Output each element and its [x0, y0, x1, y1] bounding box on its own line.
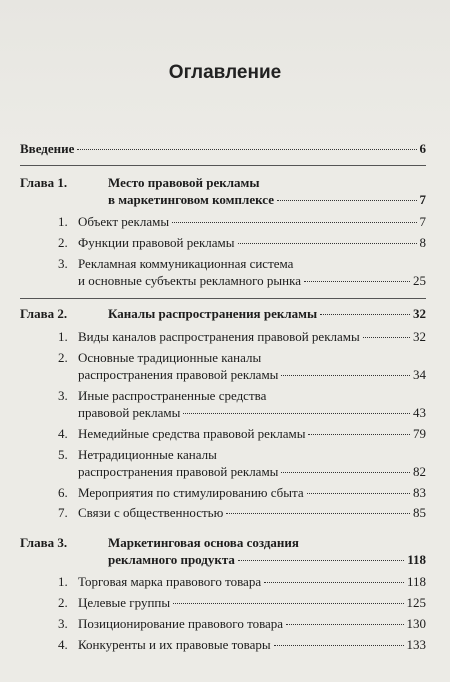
leader-dots [308, 434, 410, 435]
page-number: 43 [413, 405, 426, 420]
entry-title-line2: распространения правовой рекламы [78, 367, 279, 382]
entry-title-line2: правовой рекламы [78, 405, 181, 420]
entry-title: Каналы распространения рекламы [108, 306, 318, 321]
entry-title: Мероприятия по стимулированию сбыта [78, 485, 304, 500]
entry-title-line1: Маркетинговая основа создания [108, 535, 299, 550]
entry-title: Функции правовой рекламы [78, 235, 235, 250]
entry-title: Конкуренты и их правовые товары [78, 637, 271, 652]
entry-title: Виды каналов распространения правовой рекламы [78, 329, 360, 344]
page-number: 8 [419, 235, 426, 250]
page-number: 133 [406, 637, 426, 652]
chapter-label: Глава 1. [20, 175, 68, 190]
page-number: 32 [413, 306, 426, 321]
leader-dots [281, 375, 410, 376]
entry-title-line2: распространения правовой рекламы [78, 464, 279, 479]
leader-dots [281, 472, 410, 473]
page-number: 83 [413, 485, 426, 500]
entry-title-line2: рекламного продукта [108, 552, 235, 567]
leader-dots [226, 513, 410, 514]
entry-title: Торговая марка правового товара [78, 574, 262, 589]
leader-dots [304, 281, 410, 282]
page-title: Оглавление [168, 62, 282, 83]
leader-dots [264, 582, 404, 583]
item-number: 4. [58, 637, 68, 652]
leader-dots [307, 493, 410, 494]
page-number: 118 [406, 574, 426, 589]
item-number: 2. [58, 350, 68, 365]
page-number: 34 [413, 367, 426, 382]
page-number: 130 [406, 616, 426, 631]
item-number: 1. [58, 214, 68, 229]
entry-title: Целевые группы [78, 595, 171, 610]
leader-dots [77, 149, 416, 150]
entry-title: Введение [20, 141, 75, 156]
item-number: 5. [58, 447, 68, 462]
entry-title: Позиционирование правового товара [78, 616, 284, 631]
chapter-label: Глава 2. [20, 306, 68, 321]
leader-dots [238, 560, 404, 561]
item-number: 7. [58, 505, 68, 520]
entry-title-line1: Иные распространенные средства [78, 388, 267, 403]
entry-title-line1: Основные традиционные каналы [78, 350, 262, 365]
item-number: 3. [58, 256, 68, 271]
leader-dots [172, 222, 416, 223]
entry-title-line1: Место правовой рекламы [108, 175, 260, 190]
item-number: 2. [58, 235, 68, 250]
entry-title-line1: Рекламная коммуникационная система [78, 256, 294, 271]
page-number: 118 [407, 552, 426, 567]
chapter-label: Глава 3. [20, 535, 68, 550]
entry-title: Объект рекламы [78, 214, 170, 229]
leader-dots [183, 413, 410, 414]
leader-dots [277, 200, 417, 201]
leader-dots [173, 603, 403, 604]
section-divider [20, 298, 426, 299]
item-number: 3. [58, 616, 68, 631]
page-number: 7 [419, 192, 426, 207]
page-number: 7 [419, 214, 426, 229]
leader-dots [320, 314, 410, 315]
page-number: 82 [413, 464, 426, 479]
entry-title: Немедийные средства правовой рекламы [78, 426, 306, 441]
leader-dots [286, 624, 403, 625]
page-number: 79 [413, 426, 426, 441]
entry-title: Связи с общественностью [78, 505, 224, 520]
page-number: 85 [413, 505, 426, 520]
section-divider [20, 165, 426, 166]
item-number: 2. [58, 595, 68, 610]
item-number: 4. [58, 426, 68, 441]
leader-dots [238, 243, 417, 244]
entry-title-line2: и основные субъекты рекламного рынка [78, 273, 301, 288]
item-number: 6. [58, 485, 68, 500]
item-number: 1. [58, 329, 68, 344]
item-number: 1. [58, 574, 68, 589]
leader-dots [274, 645, 404, 646]
page-number: 6 [419, 141, 426, 156]
leader-dots [363, 337, 410, 338]
entry-title-line2: в маркетинговом комплексе [108, 192, 274, 207]
page-number: 25 [413, 273, 426, 288]
page-number: 32 [413, 329, 426, 344]
page-number: 125 [406, 595, 426, 610]
item-number: 3. [58, 388, 68, 403]
entry-title-line1: Нетрадиционные каналы [78, 447, 217, 462]
